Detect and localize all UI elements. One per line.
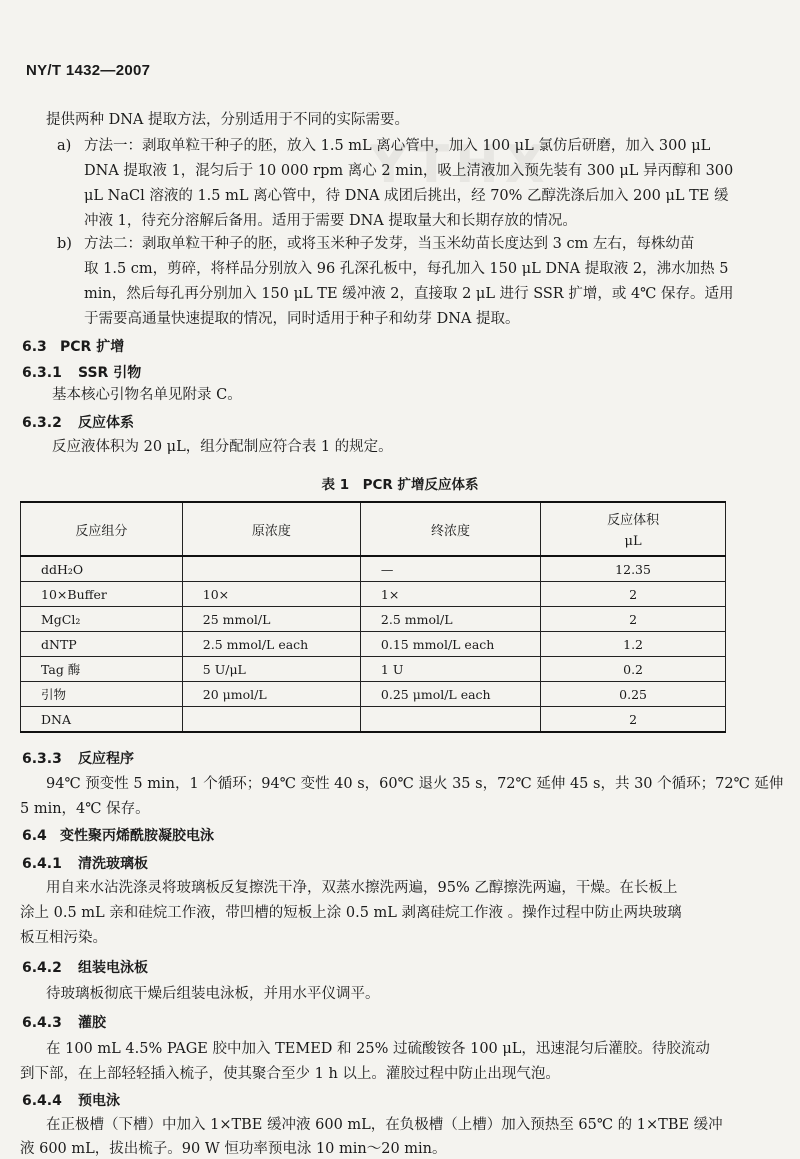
table-cell	[182, 556, 360, 582]
section-6-4-3-line: 在 100 mL 4.5% PAGE 胶中加入 TEMED 和 25% 过硫酸铵各 100 μL，迅速混匀后灌胶。待胶流动	[46, 1041, 710, 1057]
section-title: 反应程序	[78, 751, 134, 767]
method-a-line: 方法一：剥取单粒干种子的胚，放入 1.5 mL 离心管中，加入 100 μL 氯仿后研磨，加入 300 μL	[84, 138, 711, 154]
table-row	[21, 632, 726, 657]
table-header-cell: 反应组分	[21, 502, 183, 556]
table-cell: ddH₂O	[21, 556, 183, 582]
pcr-reaction-table	[20, 501, 726, 733]
table-cell: —	[360, 556, 540, 582]
intro-paragraph: 提供两种 DNA 提取方法，分别适用于不同的实际需要。	[46, 112, 410, 128]
section-number: 6.4.1	[22, 856, 62, 872]
table-cell: 2	[541, 607, 726, 632]
table-cell: 2.5 mmol/L each	[182, 632, 360, 657]
table-cell: 20 μmol/L	[182, 682, 360, 707]
table-cell: 0.25 μmol/L each	[360, 682, 540, 707]
section-6-3-1-text: 基本核心引物名单见附录 C。	[52, 387, 242, 403]
section-number: 6.4.4	[22, 1093, 62, 1109]
table-row	[21, 682, 726, 707]
section-number: 6.3.3	[22, 751, 62, 767]
table-cell: Tag 酶	[21, 657, 183, 682]
section-number: 6.4.2	[22, 960, 62, 976]
section-6-4-4-line: 液 600 mL，拔出梳子。90 W 恒功率预电泳 10 min～20 min。	[20, 1141, 447, 1157]
table-row	[21, 707, 726, 733]
table-header-cell	[541, 502, 726, 556]
table-cell: DNA	[21, 707, 183, 733]
section-6-4-2-heading	[22, 957, 148, 977]
section-number: 6.4.3	[22, 1015, 62, 1031]
table-row	[21, 607, 726, 632]
section-6-4-1-line: 涂上 0.5 mL 亲和硅烷工作液，带凹槽的短板上涂 0.5 mL 剥离硅烷工作液 。操作过程中防止两块玻璃	[20, 905, 682, 921]
standard-number: NY/T 1432—2007	[26, 62, 151, 79]
table-cell: 10×Buffer	[21, 582, 183, 607]
table-cell: 1×	[360, 582, 540, 607]
section-6-3-3-line: 5 min，4℃ 保存。	[20, 801, 150, 817]
section-number: 6.4	[22, 828, 47, 844]
method-a-marker: a)	[57, 138, 72, 154]
section-6-4-1-line: 板互相污染。	[20, 930, 107, 946]
table-row	[21, 556, 726, 582]
table-cell: 2.5 mmol/L	[360, 607, 540, 632]
section-title: 灌胶	[78, 1015, 106, 1031]
table-cell: 12.35	[541, 556, 726, 582]
table-cell: 0.2	[541, 657, 726, 682]
watermark: YTHX	[370, 135, 551, 195]
table-row	[21, 657, 726, 682]
method-b-line: 于需要高通量快速提取的情况，同时适用于种子和幼芽 DNA 提取。	[84, 311, 520, 327]
table-header-cell: 终浓度	[360, 502, 540, 556]
section-number: 6.3	[22, 339, 47, 355]
section-6-4-3-line: 到下部，在上部轻轻插入梳子，使其聚合至少 1 h 以上。灌胶过程中防止出现气泡。	[20, 1066, 560, 1082]
method-a-line: DNA 提取液 1，混匀后于 10 000 rpm 离心 2 min，吸上清液加入预先装有 300 μL 异丙醇和 300	[84, 163, 734, 179]
method-b-line: min，然后每孔再分别加入 150 μL TE 缓冲液 2，直接取 2 μL 进行 SSR 扩增，或 4℃ 保存。适用	[84, 286, 734, 302]
method-b-line: 方法二：剥取单粒干种子的胚，或将玉米种子发芽，当玉米幼苗长度达到 3 cm 左右，每株幼苗	[84, 236, 695, 252]
section-6-4-heading	[22, 825, 214, 845]
table-cell: 0.15 mmol/L each	[360, 632, 540, 657]
section-6-4-3-heading	[22, 1012, 106, 1032]
table-row	[21, 582, 726, 607]
table-cell: 10×	[182, 582, 360, 607]
volume-header-label: 反应体积	[607, 513, 660, 528]
method-a-line: μL NaCl 溶液的 1.5 mL 离心管中，待 DNA 成团后挑出，经 70% 乙醇洗涤后加入 200 μL TE 缓	[84, 188, 729, 204]
section-title: SSR 引物	[78, 365, 142, 381]
table-cell: 1 U	[360, 657, 540, 682]
table-header-cell: 原浓度	[182, 502, 360, 556]
section-title: 变性聚丙烯酰胺凝胶电泳	[60, 828, 214, 844]
table-cell: 0.25	[541, 682, 726, 707]
section-6-3-3-line: 94℃ 预变性 5 min，1 个循环；94℃ 变性 40 s，60℃ 退火 35 s，72℃ 延伸 45 s，共 30 个循环；72℃ 延伸	[46, 776, 784, 792]
volume-unit-label: μL	[624, 534, 642, 549]
section-title: 组装电泳板	[78, 960, 148, 976]
table-cell: dNTP	[21, 632, 183, 657]
section-title: 清洗玻璃板	[78, 856, 148, 872]
section-title: PCR 扩增	[60, 339, 125, 355]
section-6-3-3-heading	[22, 748, 134, 768]
table-cell: MgCl₂	[21, 607, 183, 632]
section-6-3-heading	[22, 336, 124, 356]
table-cell: 2	[541, 707, 726, 733]
table-cell	[182, 707, 360, 733]
table-cell: 25 mmol/L	[182, 607, 360, 632]
section-title: 预电泳	[78, 1093, 120, 1109]
table-cell: 5 U/μL	[182, 657, 360, 682]
section-6-4-1-line: 用自来水沾洗涤灵将玻璃板反复擦洗干净，双蒸水擦洗两遍，95% 乙醇擦洗两遍，干燥。在长板上	[46, 880, 678, 896]
section-6-4-1-heading	[22, 853, 148, 873]
section-6-3-2-heading	[22, 412, 134, 432]
table-cell	[360, 707, 540, 733]
table-cell: 引物	[21, 682, 183, 707]
table-header-row	[21, 502, 726, 556]
section-6-4-2-text: 待玻璃板彻底干燥后组装电泳板，并用水平仪调平。	[46, 986, 380, 1002]
section-number: 6.3.1	[22, 365, 62, 381]
section-6-3-2-text: 反应液体积为 20 μL，组分配制应符合表 1 的规定。	[52, 439, 393, 455]
table-cell: 2	[541, 582, 726, 607]
section-number: 6.3.2	[22, 415, 62, 431]
method-b-line: 取 1.5 cm，剪碎，将样品分别放入 96 孔深孔板中，每孔加入 150 μL DNA 提取液 2，沸水加热 5	[84, 261, 729, 277]
table-cell: 1.2	[541, 632, 726, 657]
method-b-marker: b)	[57, 236, 72, 252]
section-6-4-4-heading	[22, 1090, 120, 1110]
section-6-4-4-line: 在正极槽（下槽）中加入 1×TBE 缓冲液 600 mL，在负极槽（上槽）加入预热至 65℃ 的 1×TBE 缓冲	[46, 1117, 723, 1133]
section-6-3-1-heading	[22, 362, 141, 382]
section-title: 反应体系	[78, 415, 134, 431]
method-a-line: 冲液 1，待充分溶解后备用。适用于需要 DNA 提取量大和长期存放的情况。	[84, 213, 577, 229]
table-caption: 表 1 PCR 扩增反应体系	[321, 477, 479, 493]
